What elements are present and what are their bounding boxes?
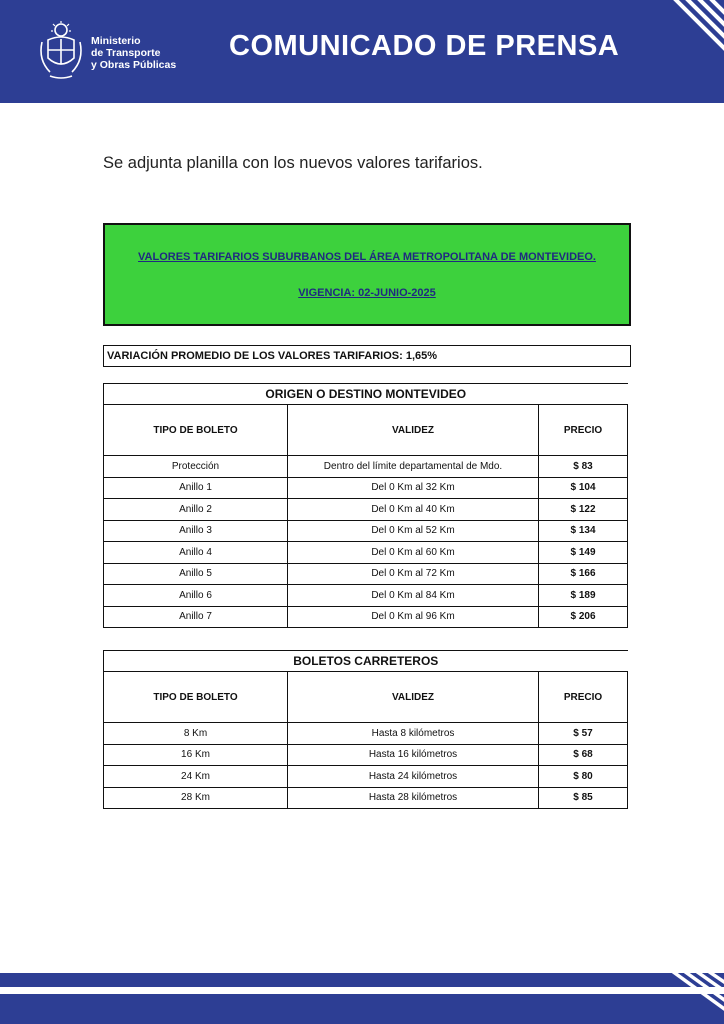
- notice-heading: VALORES TARIFARIOS SUBURBANOS DEL ÁREA METROPOLITANA DE MONTEVIDEO.: [138, 251, 596, 263]
- table-row: [104, 542, 628, 564]
- cell-price: $ 134: [539, 520, 628, 542]
- cell-type: Anillo 1: [104, 477, 288, 499]
- tariff-notice-box: [103, 223, 631, 326]
- cell-type: 8 Km: [104, 723, 288, 745]
- ministry-name: [91, 35, 176, 71]
- column-header-type: TIPO DE BOLETO: [104, 672, 288, 723]
- ministry-line-1: Ministerio: [91, 35, 141, 47]
- table-row: [104, 456, 628, 478]
- cell-type: Anillo 7: [104, 606, 288, 628]
- table-body: [104, 456, 628, 628]
- decorative-stripes: [644, 0, 724, 70]
- header-banner: [0, 0, 724, 103]
- footer-banner: [0, 973, 724, 1024]
- table-row: [104, 606, 628, 628]
- cell-price: $ 80: [539, 766, 628, 788]
- table-row: [104, 787, 628, 809]
- table-row: [104, 585, 628, 607]
- cell-price: $ 104: [539, 477, 628, 499]
- table-caption: ORIGEN O DESTINO MONTEVIDEO: [104, 384, 628, 405]
- cell-type: 16 Km: [104, 744, 288, 766]
- cell-validity: Hasta 16 kilómetros: [288, 744, 539, 766]
- cell-type: 28 Km: [104, 787, 288, 809]
- cell-price: $ 68: [539, 744, 628, 766]
- cell-price: $ 122: [539, 499, 628, 521]
- table-row: [104, 723, 628, 745]
- cell-validity: Del 0 Km al 52 Km: [288, 520, 539, 542]
- page-title: COMUNICADO DE PRENSA: [229, 30, 620, 62]
- intro-text: Se adjunta planilla con los nuevos valores tarifarios.: [103, 154, 483, 172]
- cell-type: Anillo 3: [104, 520, 288, 542]
- cell-validity: Del 0 Km al 72 Km: [288, 563, 539, 585]
- cell-price: $ 85: [539, 787, 628, 809]
- cell-price: $ 57: [539, 723, 628, 745]
- notice-validity: VIGENCIA: 02-JUNIO-2025: [298, 287, 436, 299]
- cell-validity: Del 0 Km al 32 Km: [288, 477, 539, 499]
- table-caption: BOLETOS CARRETEROS: [104, 651, 628, 672]
- cell-validity: Hasta 28 kilómetros: [288, 787, 539, 809]
- variation-box: VARIACIÓN PROMEDIO DE LOS VALORES TARIFARIOS: 1,65%: [103, 345, 631, 367]
- cell-validity: Del 0 Km al 60 Km: [288, 542, 539, 564]
- table-row: [104, 563, 628, 585]
- cell-type: Anillo 6: [104, 585, 288, 607]
- cell-type: Anillo 5: [104, 563, 288, 585]
- cell-validity: Del 0 Km al 40 Km: [288, 499, 539, 521]
- table-body: [104, 723, 628, 809]
- cell-validity: Hasta 24 kilómetros: [288, 766, 539, 788]
- cell-validity: Del 0 Km al 96 Km: [288, 606, 539, 628]
- column-header-validity: VALIDEZ: [288, 405, 539, 456]
- road-fare-table: [103, 650, 628, 809]
- column-header-validity: VALIDEZ: [288, 672, 539, 723]
- footer-divider: [0, 987, 724, 994]
- cell-type: 24 Km: [104, 766, 288, 788]
- cell-price: $ 83: [539, 456, 628, 478]
- column-header-price: PRECIO: [539, 672, 628, 723]
- cell-validity: Del 0 Km al 84 Km: [288, 585, 539, 607]
- table-row: [104, 499, 628, 521]
- montevideo-fare-table: [103, 383, 628, 628]
- cell-validity: Hasta 8 kilómetros: [288, 723, 539, 745]
- table-row: [104, 766, 628, 788]
- cell-type: Protección: [104, 456, 288, 478]
- ministry-line-3: y Obras Públicas: [91, 59, 177, 71]
- column-header-type: TIPO DE BOLETO: [104, 405, 288, 456]
- decorative-stripes: [664, 973, 724, 1024]
- cell-price: $ 166: [539, 563, 628, 585]
- cell-type: Anillo 2: [104, 499, 288, 521]
- table-row: [104, 477, 628, 499]
- cell-price: $ 189: [539, 585, 628, 607]
- table-row: [104, 520, 628, 542]
- ministry-line-2: de Transporte: [91, 47, 161, 59]
- coat-of-arms-logo: [36, 20, 86, 82]
- cell-price: $ 206: [539, 606, 628, 628]
- cell-validity: Dentro del límite departamental de Mdo.: [288, 456, 539, 478]
- cell-type: Anillo 4: [104, 542, 288, 564]
- table-row: [104, 744, 628, 766]
- column-header-price: PRECIO: [539, 405, 628, 456]
- cell-price: $ 149: [539, 542, 628, 564]
